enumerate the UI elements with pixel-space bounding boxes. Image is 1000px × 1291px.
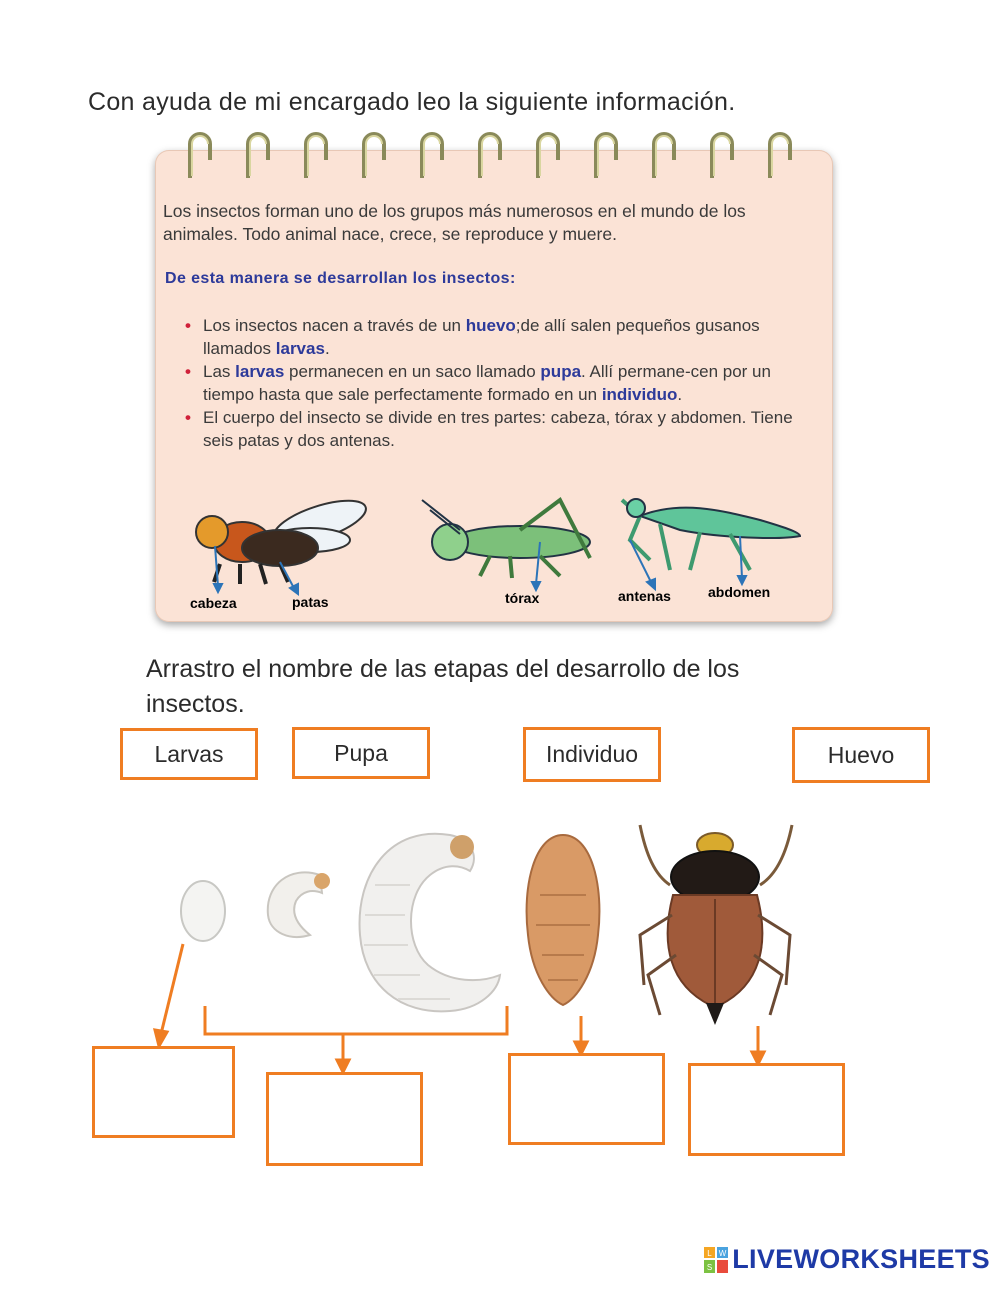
bullet-list bbox=[185, 314, 815, 452]
logo-text: LIVEWORKSHEETS bbox=[732, 1244, 990, 1274]
grasshopper-illustration bbox=[422, 500, 590, 578]
keyword-pupa: pupa bbox=[540, 362, 582, 381]
keyword-larvas: larvas bbox=[235, 362, 285, 381]
svg-text:S: S bbox=[707, 1262, 713, 1272]
keyword-huevo: huevo bbox=[465, 316, 516, 335]
caption-abdomen: abdomen bbox=[708, 584, 771, 600]
drop-box-huevo[interactable] bbox=[92, 1046, 235, 1138]
bullet-dot: • bbox=[185, 408, 191, 427]
drag-word-larvas[interactable]: Larvas bbox=[120, 728, 258, 780]
small-larva-illustration bbox=[268, 872, 330, 937]
drop-box-larvas[interactable] bbox=[266, 1072, 423, 1166]
bullet-item: • El cuerpo del insecto se divide en tres partes: cabeza, tórax y abdomen. Tiene seis patas y dos antenas. bbox=[185, 408, 793, 450]
spiral-binding bbox=[178, 130, 818, 185]
bullet-dot: • bbox=[185, 316, 191, 335]
insect-illustrations bbox=[160, 480, 830, 620]
svg-text:L: L bbox=[707, 1248, 712, 1258]
bullet-item: • Los insectos nacen a través de un huevo;de allí salen pequeños gusanos llamados larvas. bbox=[185, 316, 760, 358]
intro-text: Con ayuda de mi encargado leo la siguiente información. bbox=[88, 88, 736, 116]
bullet-item: • Las larvas permanecen en un saco llamado pupa. Allí permane-cen por un tiempo hasta que sale perfectamente formado en un individuo. bbox=[185, 362, 771, 404]
keyword-larvas: larvas bbox=[275, 339, 325, 358]
caption-cabeza: cabeza bbox=[190, 595, 237, 611]
caption-torax: tórax bbox=[505, 590, 540, 606]
keyword-individuo: individuo bbox=[601, 385, 678, 404]
beetle-illustration bbox=[640, 825, 792, 1025]
pupa-illustration bbox=[527, 835, 600, 1005]
instruction-text: Arrastro el nombre de las etapas del desarrollo de los insectos. bbox=[146, 655, 740, 718]
card-paragraph: Los insectos forman uno de los grupos más numerosos en el mundo de los animales. Todo animal nace, crece, se reproduce y muere. bbox=[163, 201, 746, 244]
drag-word-individuo[interactable]: Individuo bbox=[523, 727, 661, 782]
logo-icon bbox=[704, 1247, 728, 1273]
large-larva-illustration bbox=[360, 834, 500, 1012]
mantis-illustration bbox=[622, 499, 800, 570]
bullet-dot: • bbox=[185, 362, 191, 381]
liveworksheets-logo bbox=[704, 1244, 990, 1275]
drag-word-huevo[interactable]: Huevo bbox=[792, 727, 930, 783]
caption-antenas: antenas bbox=[618, 588, 671, 604]
drag-word-pupa[interactable]: Pupa bbox=[292, 727, 430, 779]
card-subheading: De esta manera se desarrollan los insectos: bbox=[165, 270, 516, 287]
drop-box-pupa[interactable] bbox=[508, 1053, 665, 1145]
svg-text:W: W bbox=[718, 1248, 727, 1258]
caption-patas: patas bbox=[292, 594, 329, 610]
egg-illustration bbox=[181, 881, 225, 941]
drop-box-individuo[interactable] bbox=[688, 1063, 845, 1156]
